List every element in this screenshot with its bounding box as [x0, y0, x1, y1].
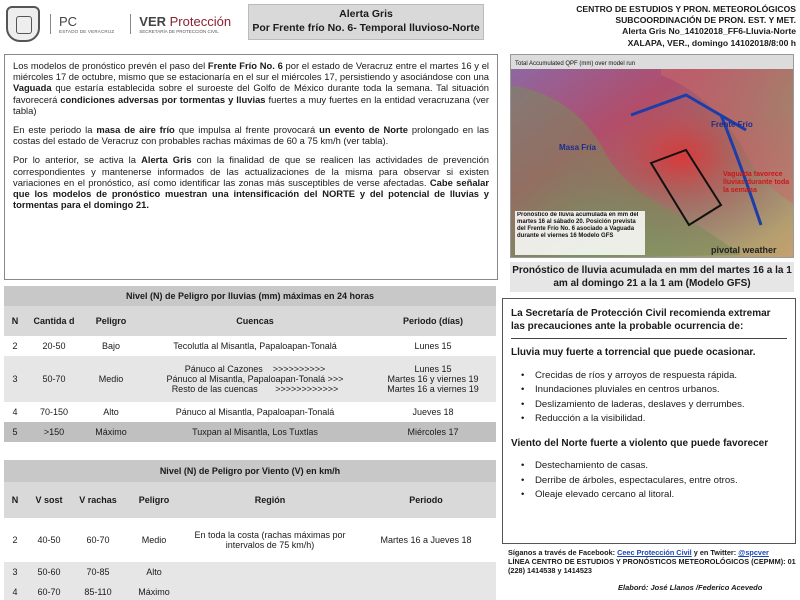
column-header: Peligro [82, 306, 140, 336]
table-row: 4 70-150 Alto Pánuco al Misantla, Papaloapan-Tonalá Jueves 18 [12, 407, 454, 417]
table-row: 2 40-50 60-70 Medio En toda la costa (rachas máximas por intervalos de 75 km/h) Martes 16 a Jueves 18 [12, 530, 472, 550]
list-item: • Deslizamiento de laderas, deslaves y derrumbes. [521, 399, 787, 412]
center-line: SUBCOORDINACIÓN DE PRON. EST. Y MET. [615, 15, 796, 26]
map-inset-text: Pronóstico de lluvia acumulada en mm del martes 16 al sábado 20. Posición prevista del Frente Frío No. 6 asociado a Vaguada durante el viernes 16 Modelo GFS [517, 212, 639, 239]
center-line: Alerta Gris No_14102018_FF6-Lluvia-Norte [622, 26, 796, 37]
column-header: Periodo (días) [370, 306, 496, 336]
recommendations-box [502, 298, 796, 544]
list-item: • Destechamiento de casas. [521, 460, 787, 473]
alert-title: Alerta Gris [339, 8, 393, 20]
ver-logo-subtitle: SECRETARÍA DE PROTECCIÓN CIVIL [139, 29, 219, 34]
column-header: Cuencas [140, 306, 370, 336]
table-title: Nivel (N) de Peligro por Viento (V) en km/h [159, 466, 341, 476]
map-caption: Pronóstico de lluvia acumulada en mm del martes 16 a la 1 am al domingo 21 a la 1 am (Modelo GFS) [510, 262, 794, 292]
column-header: Cantida d [26, 306, 82, 336]
ver-logo [130, 14, 231, 34]
ver-logo-title: VER Protección [139, 14, 232, 29]
phone-line: LÍNEA CENTRO DE ESTUDIOS Y PRONÓSTICOS METEOROLÓGICOS (CEPMM): 01 (228) 1414538 y 1414523 [508, 557, 796, 575]
alert-title-box [248, 4, 484, 40]
rain-danger-table [4, 286, 496, 442]
divider [511, 338, 787, 339]
list-item: • Derribe de árboles, espectaculares, entre otros. [521, 475, 787, 488]
column-header: V rachas [72, 482, 124, 518]
table-row: 3 50-60 70-85 Alto [4, 562, 496, 582]
map-brand: pivotal weather [711, 245, 777, 255]
forecast-text-box [4, 54, 498, 280]
logo-area [6, 4, 246, 44]
trough-label: Vaguada favorece lluvias durante toda la semana [723, 171, 790, 194]
state-seal-icon [6, 6, 40, 42]
contact-footer [508, 548, 798, 575]
column-header: Peligro [124, 482, 184, 518]
forecast-paragraph-1: Los modelos de pronóstico prevén el paso del Frente Frío No. 6 por el estado de Veracruz entre el martes 16 y el miércoles 17 de octubre, mismo que se estacionaría en el sur el miércoles 17, persistiendo y asociándose con una Vaguada que estaría establecida sobre el suroeste del Golfo de México durante toda la semana. Tal situación favorecerá condiciones adversas por tormentas y lluvias fuertes a muy fuertes en la entidad veracruzana (ver tabla) [13, 60, 489, 116]
cold-front-label: Frente Frío [711, 120, 753, 129]
list-item: • Oleaje elevado cercano al litoral. [521, 489, 787, 502]
recommendations-lead: La Secretaría de Protección Civil recomienda extremar las precauciones ante la probable ocurrencia de: [511, 308, 771, 332]
map-title: Total Accumulated QPF (mm) over model run [515, 61, 636, 67]
pc-logo-subtitle: ESTADO DE VERACRUZ [59, 29, 115, 34]
table-row: 3 50-70 Medio Pánuco al Cazones >>>>>>>>>> Pánuco al Misantla, Papaloapan-Tonalá >>> Resto de las cuencas >>>>>>>>>>>> Lunes 15 Martes 16 y viernes 19 Martes 16 a viernes 19 [4, 356, 496, 402]
alert-subtitle: Por Frente frío No. 6- Temporal lluvioso-Norte [252, 22, 480, 34]
pc-logo [50, 14, 114, 34]
list-item: • Inundaciones pluviales en centros urbanos. [521, 384, 787, 397]
social-line: Síganos a través de Facebook: Ceec Protección Civil y en Twitter: @spcver [508, 548, 769, 557]
wind-danger-table [4, 460, 496, 600]
table-row: 4 60-70 85-110 Máximo [4, 582, 496, 600]
facebook-link[interactable]: Ceec Protección Civil [617, 548, 692, 557]
rain-effects-list [511, 370, 787, 426]
cold-mass-label: Masa Fría [559, 143, 596, 152]
rainfall-forecast-map [510, 54, 794, 258]
author-credit: Elaboró: José Llanos /Federico Acevedo [618, 583, 763, 592]
column-header: V sost [26, 482, 72, 518]
center-line: CENTRO DE ESTUDIOS Y PRON. METEOROLÓGICOS [576, 4, 796, 14]
table-row: 5 >150 Máximo Tuxpan al Misantla, Los Tuxtlas Miércoles 17 [4, 422, 496, 442]
pc-logo-title: PC [59, 14, 78, 29]
twitter-link[interactable]: @spcver [738, 548, 769, 557]
list-item: • Crecidas de ríos y arroyos de respuesta rápida. [521, 370, 787, 383]
wind-effects-list [511, 460, 787, 502]
list-item: • Reducción a la visibilidad. [521, 413, 787, 426]
map-graphic [511, 55, 794, 258]
column-header: Periodo [356, 482, 496, 518]
table-row: 2 20-50 Bajo Tecolutla al Misantla, Papaloapan-Tonalá Lunes 15 [12, 341, 452, 351]
table-title: Nivel (N) de Peligro por lluvias (mm) máximas en 24 horas [125, 291, 375, 301]
issuing-center-info [490, 4, 796, 49]
forecast-paragraph-2: En este periodo la masa de aire frío que impulsa al frente provocará un evento de Norte prolongado en las costas del estado de Veracruz con probables rachas máximas de 60 a 75 km/h (ver tabla). [13, 124, 489, 147]
forecast-paragraph-3: Por lo anterior, se activa la Alerta Gris con la finalidad de que se realicen las actividades de prevención correspondientes y mantenerse informados de las actualizaciones de la misma para observar si existen variaciones en el pronóstico, así como identificar las zonas más susceptibles de verse afectadas. Cabe señalar que los modelos de pronóstico muestran una intensificación del NORTE y del potencial de lluvias y tormentas para el domingo 21. [13, 154, 490, 211]
column-header: Región [184, 482, 356, 518]
column-header: N [4, 482, 26, 518]
center-line: XALAPA, VER., domingo 14102018/8:00 h [627, 37, 796, 48]
column-header: N [4, 306, 26, 336]
rain-heading: Lluvia muy fuerte a torrencial que puede ocasionar. [511, 347, 756, 358]
wind-heading: Viento del Norte fuerte a violento que puede favorecer [511, 437, 769, 449]
